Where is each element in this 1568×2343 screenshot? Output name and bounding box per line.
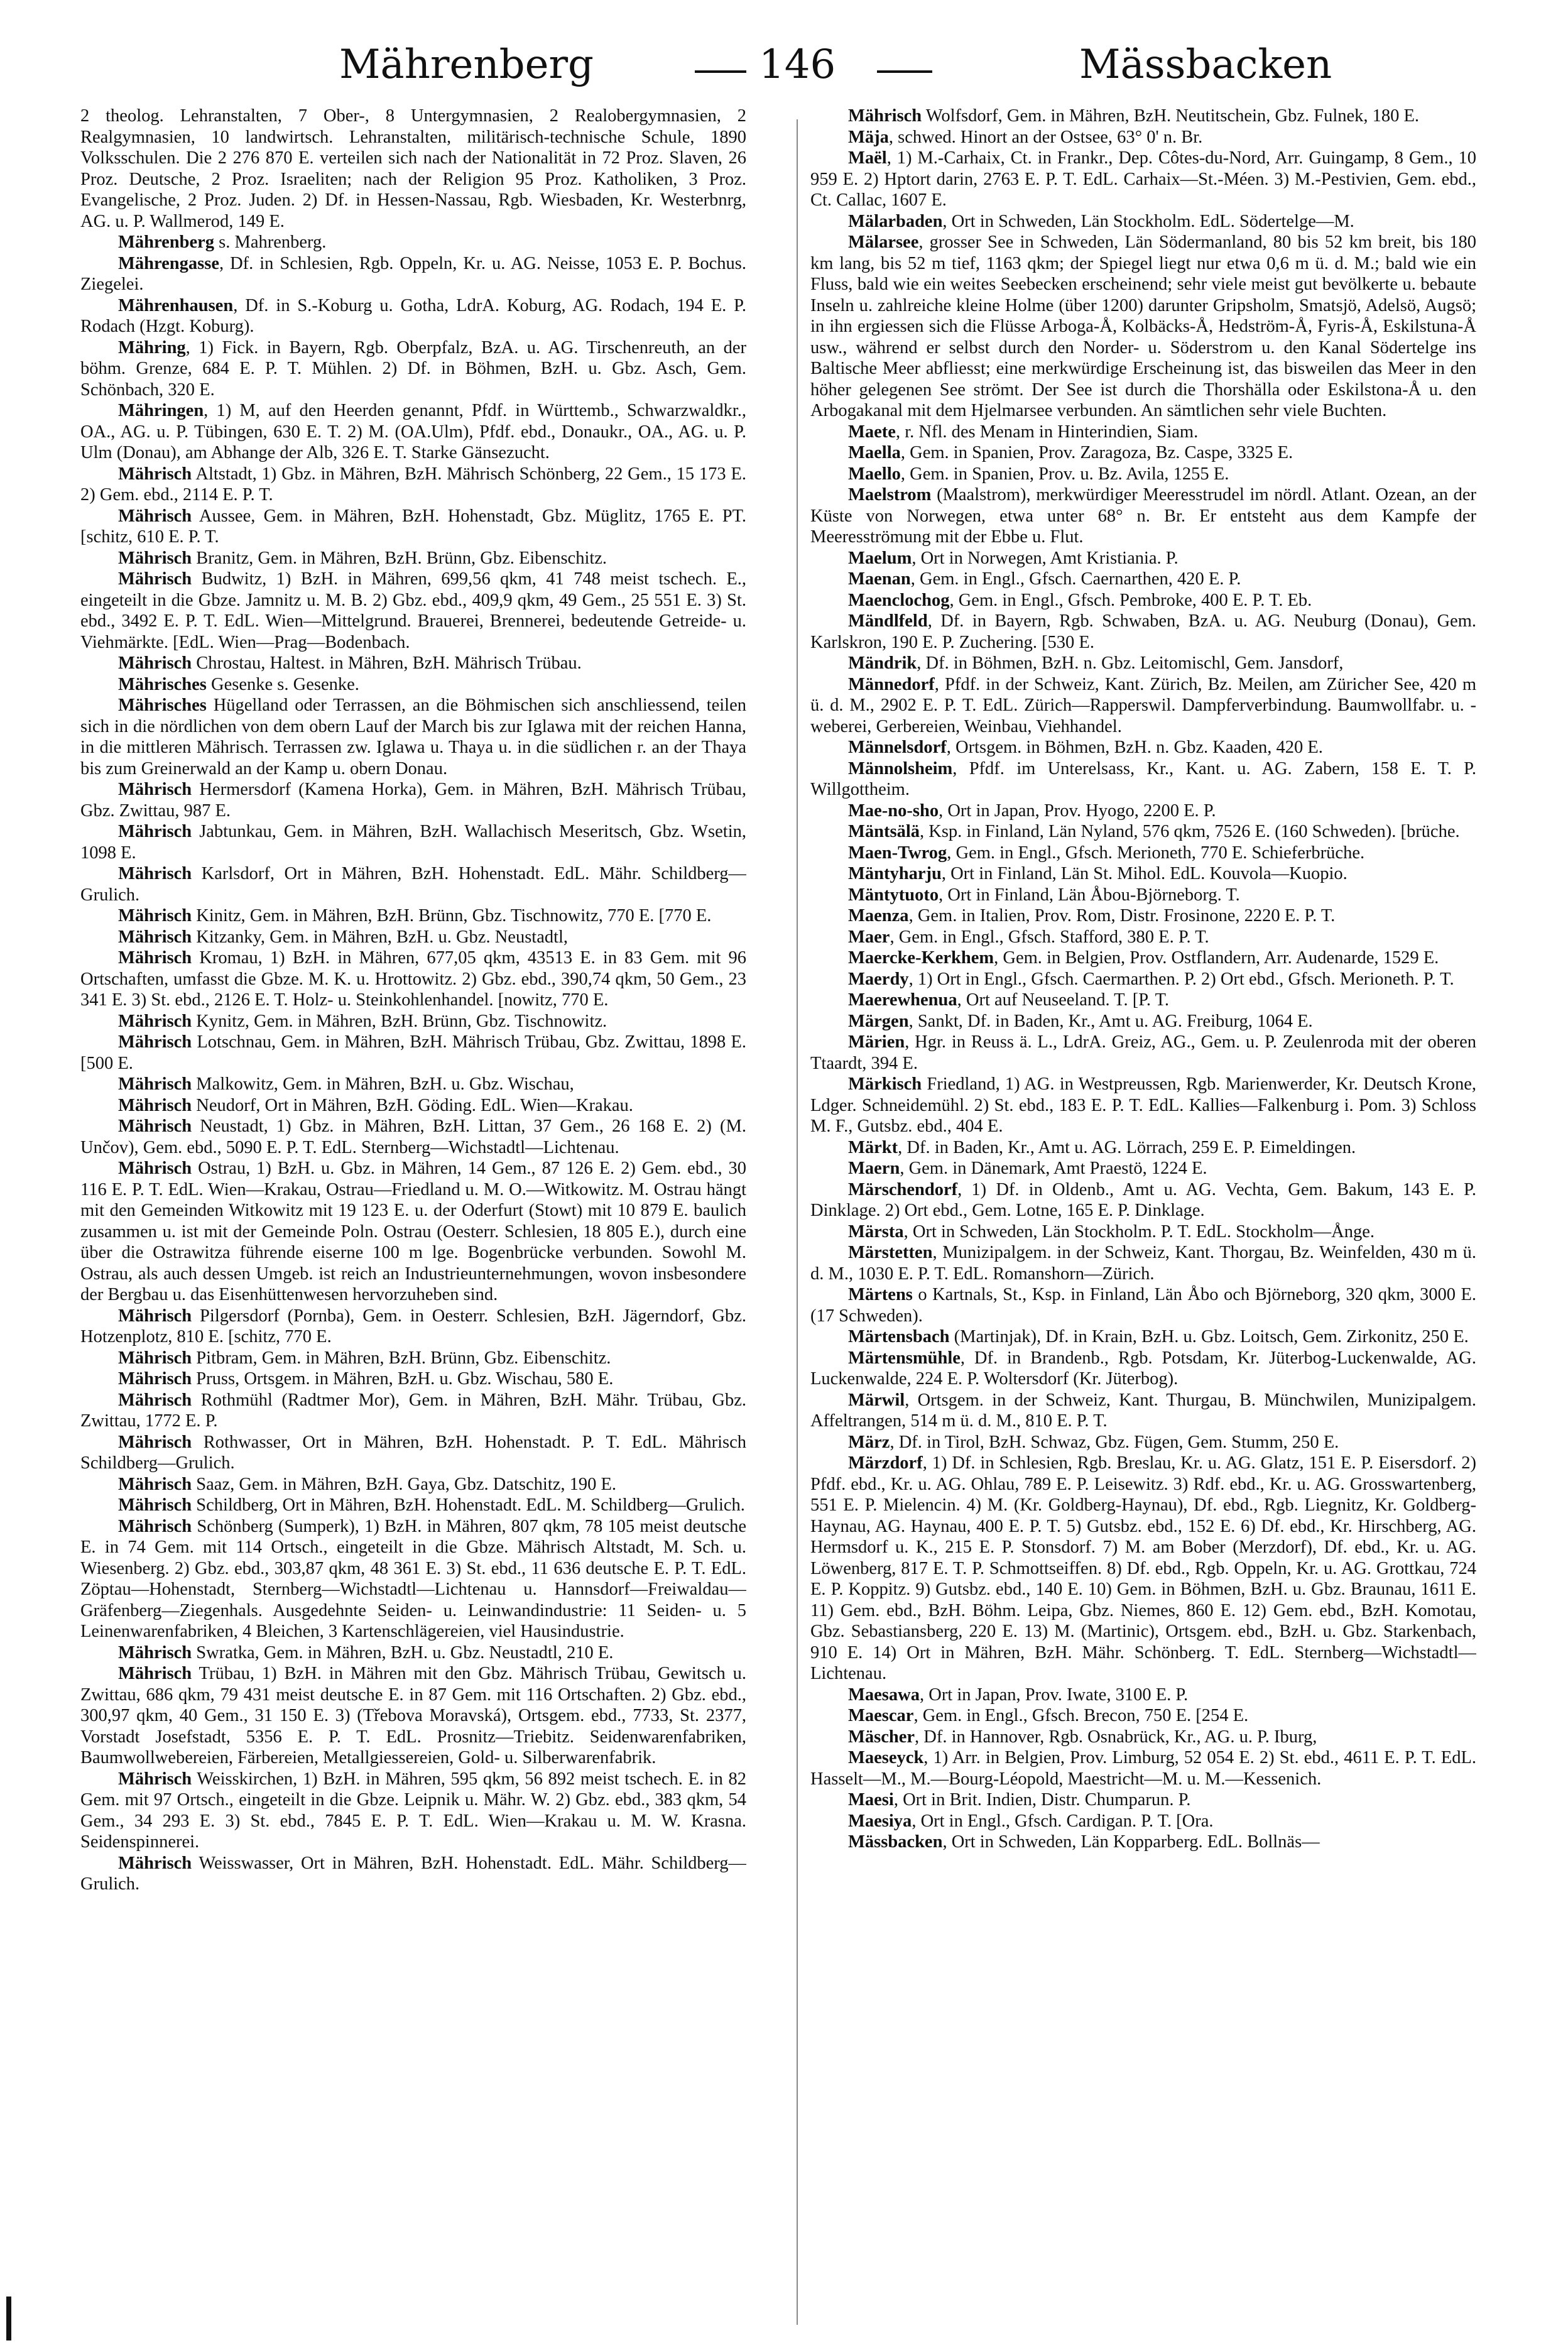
entry-headword: Maenza	[848, 906, 909, 926]
entry-headword: Märstetten	[848, 1243, 933, 1262]
dictionary-entry: Maenclochog, Gem. in Engl., Gfsch. Pembroke, 400 E. P. T. Eb.	[848, 590, 1312, 610]
entry-headword: Mährisch	[118, 569, 192, 589]
dictionary-entry: Maelstrom (Maalstrom), merkwürdiger Meeresstrudel im nördl. Atlant. Ozean, an der Küste von Norwegen, etwa unter 68° n. Br. Er entsteht aus dem Kampfe der Meeresströmung mit der Ebbe u. Flut.	[810, 485, 1476, 547]
entry-headword: Mährisch	[118, 1074, 192, 1094]
dictionary-entry: Mährenberg s. Mahrenberg.	[118, 232, 327, 252]
dictionary-entry: Mäntytuoto, Ort in Finland, Län Åbou-Björneborg. T.	[848, 885, 1240, 905]
entry-headword: Maenan	[848, 569, 911, 589]
dictionary-entry: Männolsheim, Pfdf. im Unterelsass, Kr., Kant. u. AG. Zabern, 158 E. T. P. Willgottheim.	[810, 758, 1476, 799]
entry-headword: Mässbacken	[848, 1832, 943, 1852]
entry-headword: Mährisches	[118, 696, 207, 715]
entry-headword: Märwil	[848, 1390, 905, 1410]
entry-headword: Mähring	[118, 337, 186, 358]
entry-headword: Mährisch	[118, 1159, 192, 1178]
entry-headword: Maerdy	[848, 969, 909, 989]
dictionary-entry: Mährisch Malkowitz, Gem. in Mähren, BzH. u. Gbz. Wischau,	[118, 1074, 574, 1094]
dictionary-entry: Maen-Twrog, Gem. in Engl., Gfsch. Merioneth, 770 E. Schieferbrüche.	[848, 843, 1365, 863]
dictionary-entry: 2 theolog. Lehranstalten, 7 Ober-, 8 Untergymnasien, 2 Realobergymnasien, 2 Realgymnasien, 10 landwirtsch. Lehranstalten, militärisch-technische Schule, 1890 Volksschulen. Die 2 276 870 E. verteilen sich nach der Nationalität in 72 Proz. Slaven, 26 Proz. Deutsche, 2 Proz. Israeliten; nach der Religion 95 Proz. Katholiken, 3 Proz. Evangelische, 2 Proz. Juden. 2) Df. in Hessen-Nassau, Rgb. Wiesbaden, Kr. Westerbnrg, AG. u. P. Wallmerod, 149 E.	[80, 106, 746, 231]
dictionary-entry: Mährisch Hermersdorf (Kamena Horka), Gem. in Mähren, BzH. Mährisch Trübau, Gbz. Zwittau, 987 E.	[80, 780, 746, 821]
entry-headword: Mährisch	[118, 548, 192, 568]
dictionary-entry: Mährisch Kromau, 1) BzH. in Mähren, 677,05 qkm, 43513 E. in 83 Gem. mit 96 Ortschaften, umfasst die Gbze. M. K. u. Hrottowitz. 2) Gbz. ebd., 390,74 qkm, 50 Gem., 23 341 E. 3) St. ebd., 2126 E. T. Holz- u. Steinkohlenhandel. [nowitz, 770 E.	[80, 948, 746, 1010]
dictionary-entry: Mährisch Pruss, Ortsgem. in Mähren, BzH. u. Gbz. Wischau, 580 E.	[118, 1369, 614, 1389]
dictionary-entry: Mährisch Trübau, 1) BzH. in Mähren mit den Gbz. Mährisch Trübau, Gewitsch u. Zwittau, 686 qkm, 79 431 meist deutsche E. in 87 Gem. mit 116 Ortschaften. 2) Gbz. ebd., 300,97 qkm, 40 Gem., 31 150 E. 3) (Třebova Moravská), Ortsgem. ebd., 7733, St. 2377, Vorstadt Josefstadt, 5356 E. P. T. EdL. Prosnitz—Triebitz. Seidenwarenfabriken, Baumwollwebereien, Färbereien, Metallgiessereien, Gold- u. Silberwarenfabrik.	[80, 1664, 746, 1767]
header-right-keyword: Mässbacken	[1079, 41, 1332, 88]
entry-headword: Mährisch	[118, 927, 192, 947]
entry-headword: Maesiya	[848, 1811, 912, 1831]
entry-headword: Maescar	[848, 1706, 914, 1725]
entry-headword: Maete	[848, 422, 896, 442]
dictionary-entry: Mährisch Neustadt, 1) Gbz. in Mähren, BzH. Littan, 37 Gem., 26 168 E. 2) (M. Unčov), Gem. ebd., 5090 E. P. T. EdL. Sternberg—Wichstadtl—Lichtenau.	[80, 1117, 746, 1157]
entry-headword: Märzdorf	[848, 1453, 923, 1473]
dictionary-entry: Mährisch Weisswasser, Ort in Mähren, BzH. Hohenstadt. EdL. Mähr. Schildberg—Grulich.	[80, 1853, 746, 1894]
entry-headword: Mährisch	[118, 1769, 192, 1789]
entry-headword: Mäntyharju	[848, 864, 942, 883]
dictionary-entry: Mährisch Schildberg, Ort in Mähren, BzH. Hohenstadt. EdL. M. Schildberg—Grulich.	[118, 1495, 745, 1515]
dictionary-entry: Mährisch Ostrau, 1) BzH. u. Gbz. in Mähren, 14 Gem., 87 126 E. 2) Gem. ebd., 30 116 E. P. T. EdL. Wien—Krakau, Ostrau—Friedland u. M. O.—Witkowitz. M. Ostrau hängt mit den Gemeinden Witkowitz mit 19 123 E. u. der Oderfurt (Stowt) mit 10 879 E. baulich zusammen u. ist mit der Gemeinde Poln. Ostrau (Oesterr. Schlesien, 18 805 E.), durch eine über die Ostrawitza führende eiserne 100 m lge. Bogenbrücke verbunden. Sowohl M. Ostrau, als auch dessen Umgeb. ist reich an Industrieunternehmungen, wovon insbesondere der Bergbau u. das Eisenhüttenwesen hervorzuheben sind.	[80, 1159, 746, 1304]
entry-headword: Mährisch	[118, 1642, 192, 1663]
entry-headword: Mäntsälä	[848, 822, 920, 841]
scan-edge-mark	[6, 2297, 11, 2340]
entry-headword: Mährisch	[118, 506, 192, 526]
dictionary-entry: Mährisch Altstadt, 1) Gbz. in Mähren, BzH. Mährisch Schönberg, 22 Gem., 15 173 E. 2) Gem. ebd., 2114 E. P. T.	[80, 464, 746, 505]
entry-headword: Mährisch	[118, 1348, 192, 1368]
dictionary-entry: Mälarbaden, Ort in Schweden, Län Stockholm. EdL. Södertelge—M.	[848, 211, 1354, 231]
dictionary-entry: Märtensmühle, Df. in Brandenb., Rgb. Potsdam, Kr. Jüterbog-Luckenwalde, AG. Luckenwalde, 224 E. P. Woltersdorf (Kr. Jüterbog).	[810, 1348, 1476, 1389]
entry-headword: Mäscher	[848, 1727, 915, 1747]
entry-headword: Mäntytuoto	[848, 885, 939, 905]
dictionary-entry: Mäntsälä, Ksp. in Finland, Län Nyland, 576 qkm, 7526 E. (160 Schweden). [brüche.	[848, 822, 1460, 841]
dictionary-entry: Mälarsee, grosser See in Schweden, Län Södermanland, 80 bis 52 km breit, bis 180 km lang, bis 52 m tief, 1163 qkm; der Spiegel liegt nur etwa 0,6 m ü. d. M.; bald wie ein Fluss, bald wie ein weites Seebecken erscheinend; sehr viele meist gut bevölkerte u. bebaute Inseln u. zahlreiche kleine Holme (über 1200) darunter Gripsholm, Smatsjö, Adelsö, Augsö; in ihn ergiessen sich die Flüsse Arboga-Å, Kolbäcks-Å, Hedström-Å, Fyris-Å, Eskilstuna-Å usw., während er selbst durch den Norder- u. Söderstrom u. den Kanal Södertelge ins Baltische Meer abfliesst; eine merkwürdige Erscheinung ist, das bisweilen das Meer in den höher gelegenen See strömt. Der See ist durch die Thorshälla oder Eskilstona-Å u. den Arbogakanal mit dem Hjelmarsee verbunden. An sämtlichen sehr viele Buchten.	[810, 232, 1476, 420]
dictionary-entry: Mährenhausen, Df. in S.-Koburg u. Gotha, LdrA. Koburg, AG. Rodach, 194 E. P. Rodach (Hzgt. Koburg).	[80, 295, 746, 336]
dictionary-entry: Maern, Gem. in Dänemark, Amt Praestö, 1224 E.	[848, 1159, 1207, 1178]
dictionary-entry: Maello, Gem. in Spanien, Prov. u. Bz. Avila, 1255 E.	[848, 464, 1229, 484]
entry-headword: Märkisch	[848, 1074, 922, 1094]
entry-headword: Mährisch	[118, 1011, 192, 1031]
dictionary-entry: Mährisch Chrostau, Haltest. in Mähren, BzH. Mährisch Trübau.	[118, 653, 582, 673]
dictionary-entry: Märtens o Kartnals, St., Ksp. in Finland, Län Åbo och Björneborg, 320 qkm, 3000 E. (17 Schweden).	[810, 1285, 1476, 1326]
entry-headword: Mährisch	[118, 1306, 192, 1326]
entry-headword: Märkt	[848, 1137, 898, 1157]
entry-headword: Maeseyck	[848, 1748, 924, 1767]
dictionary-entry: Maercke-Kerkhem, Gem. in Belgien, Prov. Ostflandern, Arr. Audenarde, 1529 E.	[848, 948, 1439, 968]
entry-headword: Mährisch	[118, 1369, 192, 1389]
dictionary-entry: Maesi, Ort in Brit. Indien, Distr. Chumparun. P.	[848, 1790, 1191, 1810]
dictionary-entry: Maella, Gem. in Spanien, Prov. Zaragoza, Bz. Caspe, 3325 E.	[848, 443, 1293, 462]
dictionary-entry: Maenza, Gem. in Italien, Prov. Rom, Distr. Frosinone, 2220 E. P. T.	[848, 906, 1336, 926]
dictionary-entry: Märsta, Ort in Schweden, Län Stockholm. P. T. EdL. Stockholm—Ånge.	[848, 1221, 1375, 1242]
dictionary-entry: Maelum, Ort in Norwegen, Amt Kristiania. P.	[848, 548, 1179, 568]
dictionary-entry: Märkisch Friedland, 1) AG. in Westpreussen, Rgb. Marienwerder, Kr. Deutsch Krone, Ldger. Schneidemühl. 2) St. ebd., 183 E. P. T. EdL. Kallies—Falkenburg i. Pom. 3) Schloss M. F., Gutsbz. ebd., 404 E.	[810, 1074, 1476, 1136]
entry-headword: Mährisch	[118, 1390, 192, 1410]
entry-headword: Märtens	[848, 1285, 913, 1304]
entry-headword: Mae-no-sho	[848, 800, 939, 821]
page-number: 146	[759, 41, 836, 88]
dictionary-entry: Mährisch Lotschnau, Gem. in Mähren, BzH. Mährisch Trübau, Gbz. Zwittau, 1898 E. [500 E.	[80, 1032, 746, 1073]
dictionary-entry: Mäja, schwed. Hinort an der Ostsee, 63° 0' n. Br.	[848, 127, 1203, 147]
dictionary-entry: Mährisch Aussee, Gem. in Mähren, BzH. Hohenstadt, Gbz. Müglitz, 1765 E. PT. [schitz, 610 E. P. T.	[80, 506, 746, 547]
entry-headword: Mähringen	[118, 401, 204, 420]
dictionary-entry: Mae-no-sho, Ort in Japan, Prov. Hyogo, 2200 E. P.	[848, 800, 1216, 821]
dictionary-entry: Märkt, Df. in Baden, Kr., Amt u. AG. Lörrach, 259 E. P. Eimeldingen.	[848, 1137, 1356, 1157]
entry-headword: Mälarbaden	[848, 211, 943, 231]
entry-headword: Maern	[848, 1159, 900, 1178]
dictionary-entry: Mändlfeld, Df. in Bayern, Rgb. Schwaben, BzA. u. AG. Neuburg (Donau), Gem. Karlskron, 190 E. P. Zuchering. [530 E.	[810, 611, 1476, 652]
column-divider	[797, 119, 798, 2325]
dictionary-entry: Mährisch Pilgersdorf (Pornba), Gem. in Oesterr. Schlesien, BzH. Jägerndorf, Gbz. Hotzenplotz, 810 E. [schitz, 770 E.	[80, 1306, 746, 1346]
dictionary-entry: Märstetten, Munizipalgem. in der Schweiz, Kant. Thorgau, Bz. Weinfelden, 430 m ü. d. M., 1030 E. P. T. EdL. Romanshorn—Zürich.	[810, 1243, 1476, 1284]
entry-headword: Märschendorf	[848, 1179, 958, 1199]
entry-headword: Mährisch	[848, 106, 922, 126]
dictionary-entry: Mährisch Swratka, Gem. in Mähren, BzH. u. Gbz. Neustadtl, 210 E.	[118, 1642, 614, 1663]
left-column	[80, 106, 746, 2324]
entry-headword: Märgen	[848, 1011, 909, 1031]
right-column	[810, 106, 1476, 2324]
header-dash-right	[877, 70, 932, 73]
dictionary-entry: Mährisch Kinitz, Gem. in Mähren, BzH. Brünn, Gbz. Tischnowitz, 770 E. [770 E.	[118, 906, 712, 926]
dictionary-entry: Mändrik, Df. in Böhmen, BzH. n. Gbz. Leitomischl, Gem. Jansdorf,	[848, 653, 1344, 673]
dictionary-entry: Märzdorf, 1) Df. in Schlesien, Rgb. Breslau, Kr. u. AG. Glatz, 151 E. P. Eisersdorf. 2) Pfdf. ebd., Kr. u. AG. Ohlau, 789 E. P. Leisewitz. 3) Rdf. ebd., Kr. u. AG. Grosswartenberg, 551 E. P. Mielencin. 4) M. (Kr. Goldberg-Haynau), Df. ebd., Rgb. Liegnitz, Kr. Goldberg-Haynau, AG. Haynau, 400 E. P. T. 5) Gutsbz. ebd., 152 E. 6) Df. ebd., Kr. Hirschberg, AG. Hermsdorf u. K., 215 E. P. Stonsdorf. 7) M. am Bober (Merzdorf), Df. ebd., Kr. u. AG. Löwenberg, 817 E. T. P. Schmottseiffen. 8) Df. ebd., Rgb. Oppeln, Kr. u. AG. Grottkau, 724 E. P. Koppitz. 9) Gutsbz. ebd., 140 E. 10) Gem. in Böhmen, BzH. u. Gbz. Braunau, 1611 E. 11) Gem. ebd., BzH. Böhm. Leipa, Gbz. Niemes, 860 E. 12) Gem. ebd., BzH. Komotau, Gbz. Sebastiansberg, 220 E. 13) M. (Martinic), Ortsgem. ebd., BzH. u. Gbz. Starkenbach, 910 E. 14) Ort in Mähren, BzH. Mähr. Schönberg. T. EdL. Sternberg—Wichstadtl—Lichtenau.	[810, 1453, 1476, 1683]
entry-headword: Mändlfeld	[848, 611, 928, 631]
entry-headword: Maelum	[848, 548, 912, 568]
entry-headword: Märien	[848, 1032, 905, 1052]
dictionary-entry: Mährisch Wolfsdorf, Gem. in Mähren, BzH. Neutitschein, Gbz. Fulnek, 180 E.	[848, 106, 1420, 126]
entry-headword: Mährisch	[118, 822, 192, 841]
entry-headword: Männelsdorf	[848, 738, 947, 757]
dictionary-entry: Männedorf, Pfdf. in der Schweiz, Kant. Zürich, Bz. Meilen, am Züricher See, 420 m ü. d. M., 2902 E. P. T. EdL. Zürich—Rapperswil. Dampferverbindung. Baumwollfabr. u. -weberei, Gerbereien, Weinbau, Viehhandel.	[810, 674, 1476, 736]
entry-headword: Maella	[848, 443, 901, 462]
dictionary-entry: Märien, Hgr. in Reuss ä. L., LdrA. Greiz, AG., Gem. u. P. Zeulenroda mit der oberen Ttaardt, 394 E.	[810, 1032, 1476, 1073]
dictionary-entry: Mährisch Rothmühl (Radtmer Mor), Gem. in Mähren, BzH. Mähr. Trübau, Gbz. Zwittau, 1772 E. P.	[80, 1390, 746, 1431]
header-dash-left	[695, 70, 746, 73]
entry-headword: Mährisch	[118, 1516, 192, 1536]
dictionary-entry: Mährisches Hügelland oder Terrassen, an die Böhmischen sich anschliessend, teilen sich in die nördlichen von dem obern Lauf der March bis zur Iglawa mit der reichen Hanna, in die mittleren Mährisch. Terrassen zw. Iglawa u. Thaya u. in die südlichen r. an der Thaya bis zum Greinerwald an der Kamp u. obern Donau.	[80, 696, 746, 778]
entry-headword: Mährisch	[118, 948, 192, 968]
entry-headword: Mährisch	[118, 1853, 192, 1873]
entry-headword: Märtensbach	[848, 1327, 950, 1346]
entry-headword: Maercke-Kerkhem	[848, 948, 994, 968]
dictionary-entry: Mähringen, 1) M, auf den Heerden genannt, Pfdf. in Württemb., Schwarzwaldkr., OA., AG. u. P. Tübingen, 630 E. T. 2) M. (OA.Ulm), Pfdf. ebd., Donaukr., OA., AG. u. P. Ulm (Donau), am Abhange der Alb, 326 E. T. Starke Gänsezucht.	[80, 401, 746, 462]
dictionary-entry: Mähring, 1) Fick. in Bayern, Rgb. Oberpfalz, BzA. u. AG. Tirschenreuth, an der böhm. Grenze, 684 E. P. T. Mühlen. 2) Df. in Böhmen, BzH. u. Gbz. Asch, Gem. Schönbach, 320 E.	[80, 337, 746, 400]
entry-headword: Maerewhenua	[848, 990, 957, 1010]
dictionary-entry: Maerewhenua, Ort auf Neuseeland. T. [P. T.	[848, 990, 1170, 1010]
dictionary-entry: Maesawa, Ort in Japan, Prov. Iwate, 3100 E. P.	[848, 1685, 1189, 1705]
entry-headword: Männedorf	[848, 674, 935, 694]
dictionary-entry: Mährisch Kitzanky, Gem. in Mähren, BzH. u. Gbz. Neustadtl,	[118, 927, 569, 947]
dictionary-entry: Männelsdorf, Ortsgem. in Böhmen, BzH. n. Gbz. Kaaden, 420 E.	[848, 738, 1323, 757]
entry-headword: Mährisch	[118, 1432, 192, 1452]
entry-headword: Maesi	[848, 1790, 894, 1810]
dictionary-entry: Märschendorf, 1) Df. in Oldenb., Amt u. AG. Vechta, Gem. Bakum, 143 E. P. Dinklage. 2) Ort ebd., Gem. Lotne, 165 E. P. Dinklage.	[810, 1179, 1476, 1220]
entry-headword: Mährisch	[118, 1474, 192, 1494]
dictionary-entry: Maescar, Gem. in Engl., Gfsch. Brecon, 750 E. [254 E.	[848, 1706, 1249, 1725]
dictionary-entry: Mährisch Saaz, Gem. in Mähren, BzH. Gaya, Gbz. Datschitz, 190 E.	[118, 1474, 617, 1494]
dictionary-entry: Maeseyck, 1) Arr. in Belgien, Prov. Limburg, 52 054 E. 2) St. ebd., 4611 E. P. T. EdL. Hasselt—M., M.—Bourg-Léopold, Maestricht—M. u. M.—Kessenich.	[810, 1748, 1476, 1789]
dictionary-entry: Maer, Gem. in Engl., Gfsch. Stafford, 380 E. P. T.	[848, 927, 1209, 947]
dictionary-entry: Märtensbach (Martinjak), Df. in Krain, BzH. u. Gbz. Loitsch, Gem. Zirkonitz, 250 E.	[848, 1327, 1469, 1346]
entry-headword: Mährisches	[118, 674, 207, 694]
dictionary-entry: Mährisch Schönberg (Sumperk), 1) BzH. in Mähren, 807 qkm, 78 105 meist deutsche E. in 74 Gem. mit 114 Ortsch., eingeteilt in die Gbze. Mährisch Altstadt, M. Sch. u. Wiesenberg. 2) Gbz. ebd., 303,87 qkm, 48 361 E. 3) St. ebd., 11 636 deutsche E. P. T. EdL. Zöptau—Hohenstadt, Sternberg—Wichstadtl—Lichtenau u. Hannsdorf—Freiwaldau—Gräfenberg—Ziegenhals. Ausgedehnte Seiden- u. Leinwandindustrie: 11 Seiden- u. 5 Leinenwarenfabriken, 4 Bleichen, 3 Kartenschlägereien, viel Hausindustrie.	[80, 1516, 746, 1641]
entry-headword: Mährisch	[118, 906, 192, 926]
dictionary-entry: Maël, 1) M.-Carhaix, Ct. in Frankr., Dep. Côtes-du-Nord, Arr. Guingamp, 8 Gem., 10 959 E. 2) Hptort darin, 2763 E. P. T. EdL. Carhaix—St.-Méen. 3) M.-Pestivien, Gem. ebd., Ct. Callac, 1607 E.	[810, 148, 1476, 210]
dictionary-entry: Mährisch Weisskirchen, 1) BzH. in Mähren, 595 qkm, 56 892 meist tschech. E. in 82 Gem. mit 97 Ortsch., eingeteilt in die Gbze. Leipnik u. Mähr. W. 2) Gbz. ebd., 383 qkm, 54 Gem., 34 293 E. 3) St. ebd., 7845 E. P. T. EdL. Wien—Krakau u. M. W. Krasna. Seidenspinnerei.	[80, 1769, 746, 1852]
entry-headword: Mährisch	[118, 464, 192, 484]
entry-headword: Mährisch	[118, 653, 192, 673]
entry-headword: Mäja	[848, 127, 889, 147]
entry-headword: Maenclochog	[848, 590, 950, 610]
dictionary-entry: Mährisch Rothwasser, Ort in Mähren, BzH. Hohenstadt. P. T. EdL. Mährisch Schildberg—Grulich.	[80, 1432, 746, 1473]
entry-headword: Mährisch	[118, 1117, 192, 1136]
dictionary-entry: Mährisches Gesenke s. Gesenke.	[118, 674, 359, 694]
running-header	[0, 36, 1568, 106]
dictionary-entry: Mährisch Jabtunkau, Gem. in Mähren, BzH. Wallachisch Meseritsch, Gbz. Wsetin, 1098 E.	[80, 822, 746, 863]
entry-headword: Märsta	[848, 1221, 904, 1242]
entry-headword: März	[848, 1432, 890, 1452]
dictionary-entry: Mährisch Pitbram, Gem. in Mähren, BzH. Brünn, Gbz. Eibenschitz.	[118, 1348, 611, 1368]
dictionary-entry: Maesiya, Ort in Engl., Gfsch. Cardigan. P. T. [Ora.	[848, 1811, 1214, 1831]
entry-headword: Männolsheim	[848, 758, 953, 778]
dictionary-entry: Märgen, Sankt, Df. in Baden, Kr., Amt u. AG. Freiburg, 1064 E.	[848, 1011, 1313, 1031]
dictionary-entry: Maete, r. Nfl. des Menam in Hinterindien, Siam.	[848, 422, 1199, 442]
entry-headword: Mährengasse	[118, 253, 219, 273]
entry-headword: Märtensmühle	[848, 1348, 961, 1368]
dictionary-entry: Mäscher, Df. in Hannover, Rgb. Osnabrück, Kr., AG. u. P. Iburg,	[848, 1727, 1317, 1747]
entry-headword: Mälarsee	[848, 232, 919, 252]
dictionary-entry: Mährisch Karlsdorf, Ort in Mähren, BzH. Hohenstadt. EdL. Mähr. Schildberg—Grulich.	[80, 864, 746, 905]
dictionary-entry: Maenan, Gem. in Engl., Gfsch. Caernarthen, 420 E. P.	[848, 569, 1241, 589]
dictionary-entry: Mäntyharju, Ort in Finland, Län St. Mihol. EdL. Kouvola—Kuopio.	[848, 864, 1348, 883]
entry-headword: Mährisch	[118, 1095, 192, 1115]
dictionary-entry: März, Df. in Tirol, BzH. Schwaz, Gbz. Fügen, Gem. Stumm, 250 E.	[848, 1432, 1339, 1452]
entry-headword: Maelstrom	[848, 485, 932, 505]
dictionary-entry: Mährengasse, Df. in Schlesien, Rgb. Oppeln, Kr. u. AG. Neisse, 1053 E. P. Bochus. Ziegelei.	[80, 253, 746, 294]
dictionary-entry: Mährisch Branitz, Gem. in Mähren, BzH. Brünn, Gbz. Eibenschitz.	[118, 548, 607, 568]
entry-headword: Mährisch	[118, 1495, 192, 1515]
dictionary-entry: Mährisch Budwitz, 1) BzH. in Mähren, 699,56 qkm, 41 748 meist tschech. E., eingeteilt in die Gbze. Jamnitz u. M. B. 2) Gbz. ebd., 409,9 qkm, 49 Gem., 25 551 E. 3) St. ebd., 3492 E. P. T. EdL. Wien—Mittelgrund. Brauerei, Brennerei, bedeutende Getreide- u. Viehmärkte. [EdL. Wien—Prag—Bodenbach.	[80, 569, 746, 652]
entry-headword: Mährenberg	[118, 232, 215, 252]
entry-headword: Maer	[848, 927, 890, 947]
entry-headword: Mährisch	[118, 1664, 192, 1683]
entry-headword: Mährisch	[118, 1032, 192, 1052]
dictionary-entry: Maerdy, 1) Ort in Engl., Gfsch. Caermarthen. P. 2) Ort ebd., Gfsch. Merioneth. P. T.	[848, 969, 1454, 989]
entry-headword: Maël	[848, 148, 887, 168]
entry-headword: Mährenhausen	[118, 295, 234, 315]
entry-headword: Mändrik	[848, 653, 917, 673]
entry-headword: Maen-Twrog	[848, 843, 947, 863]
dictionary-entry: Mährisch Neudorf, Ort in Mähren, BzH. Göding. EdL. Wien—Krakau.	[118, 1095, 633, 1115]
entry-headword: Mährisch	[118, 864, 192, 883]
entry-headword: Mährisch	[118, 780, 192, 799]
entry-headword: Maesawa	[848, 1685, 920, 1705]
dictionary-entry: Märwil, Ortsgem. in der Schweiz, Kant. Thurgau, B. Münchwilen, Munizipalgem. Affeltrangen, 514 m ü. d. M., 810 E. P. T.	[810, 1390, 1476, 1431]
dictionary-entry: Mährisch Kynitz, Gem. in Mähren, BzH. Brünn, Gbz. Tischnowitz.	[118, 1011, 607, 1031]
dictionary-entry: Mässbacken, Ort in Schweden, Län Kopparberg. EdL. Bollnäs—	[848, 1832, 1320, 1852]
entry-headword: Maello	[848, 464, 901, 484]
header-left-keyword: Mährenberg	[339, 41, 594, 88]
